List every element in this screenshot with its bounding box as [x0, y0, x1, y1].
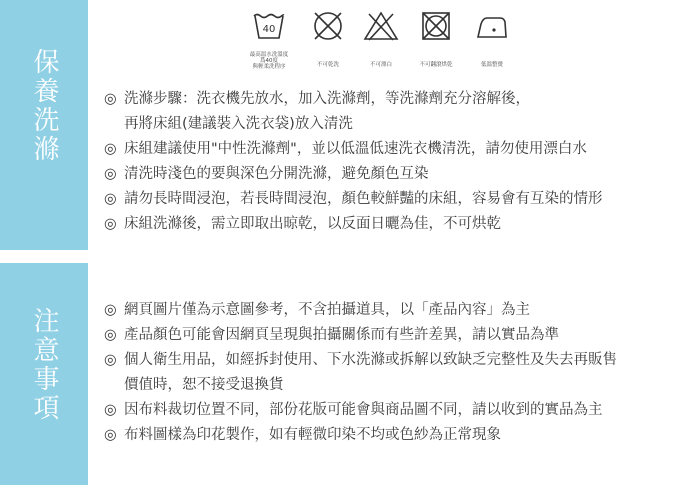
iron-low-caption: 低溫整燙	[480, 62, 503, 68]
wash-40-caption: 最高溫水洗溫度 爲40度 與輕柔洗程序	[249, 52, 289, 70]
no-dryclean-caption: 不可乾洗	[316, 62, 339, 68]
care-section-title: 保養洗滌	[29, 48, 59, 164]
notice-list	[104, 298, 617, 448]
no-bleach-caption: 不可漂白	[369, 62, 392, 68]
bullet-icon: ◎	[104, 427, 117, 443]
bullet-icon: ◎	[104, 91, 117, 107]
no-tumble-dry-icon	[420, 10, 452, 42]
care-section-label	[0, 0, 88, 250]
list-item: ◎ 床組建議使用"中性洗滌劑"，並以低溫低速洗衣機清洗，請勿使用漂白水	[104, 137, 603, 162]
list-item: ◎ 洗滌步驟：洗衣機先放水，加入洗滌劑，等洗滌劑充分溶解後， 再將床組(建議裝入洗衣袋)放入清洗	[104, 87, 603, 137]
list-item: ◎ 因布料裁切位置不同，部份花版可能會與商品圖不同，請以收到的實品為主	[104, 398, 617, 423]
care-instructions-list	[104, 87, 603, 237]
bullet-icon: ◎	[104, 216, 117, 232]
list-item: ◎ 個人衛生用品，如經拆封使用、下水洗滌或拆解以致缺乏完整性及失去再販售 價值時，恕不接受退換貨	[104, 348, 617, 398]
list-item: ◎ 請勿長時間浸泡，若長時間浸泡，顏色較鮮豔的床組，容易會有互染的情形	[104, 187, 603, 212]
care-icons-row	[244, 10, 524, 80]
bullet-icon: ◎	[104, 402, 117, 418]
bullet-icon: ◎	[104, 352, 117, 368]
list-item: ◎ 布料圖樣為印花製作，如有輕微印染不均或色紗為正常現象	[104, 423, 617, 448]
no-tumble-dry-caption: 不可翻滾烘乾	[419, 62, 453, 68]
wash-temp-value: 40	[262, 24, 276, 35]
notice-section-title: 注意事項	[29, 307, 59, 423]
list-item: ◎ 網頁圖片僅為示意圖參考，不含拍攝道具，以「產品內容」為主	[104, 298, 617, 323]
wash-40-icon	[252, 10, 286, 40]
list-item: ◎ 清洗時淺色的要與深色分開洗滌，避免顏色互染	[104, 162, 603, 187]
bullet-icon: ◎	[104, 166, 117, 182]
list-item: ◎ 床組洗滌後，需立即取出晾乾，以反面日曬為佳，不可烘乾	[104, 212, 603, 237]
list-item: ◎ 產品顏色可能會因網頁呈現與拍攝關係而有些許差異，請以實品為準	[104, 323, 617, 348]
no-bleach-icon	[362, 10, 400, 42]
bullet-icon: ◎	[104, 302, 117, 318]
bullet-icon: ◎	[104, 191, 117, 207]
notice-section-label	[0, 263, 88, 485]
bullet-icon: ◎	[104, 327, 117, 343]
iron-low-icon	[474, 10, 510, 42]
no-dryclean-icon	[312, 10, 344, 42]
bullet-icon: ◎	[104, 141, 117, 157]
